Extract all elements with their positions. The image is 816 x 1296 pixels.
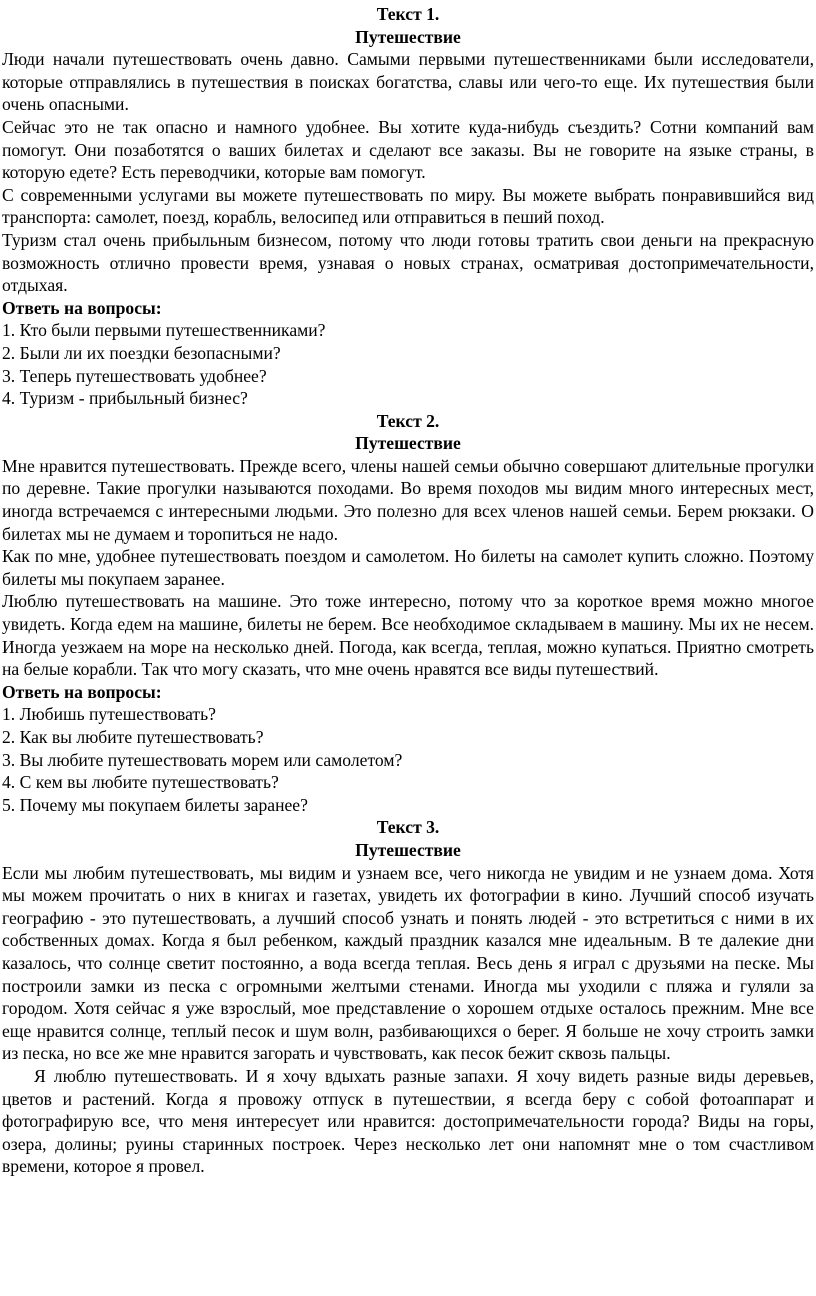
questions-heading: Ответь на вопросы: <box>2 297 162 318</box>
paragraph: Как по мне, удобнее путешествовать поездом и самолетом. Но билеты на самолет купить сложно. Поэтому билеты мы покупаем заранее. <box>2 546 814 589</box>
section-title: Путешествие <box>355 26 461 47</box>
paragraph: С современными услугами вы можете путешествовать по миру. Вы можете выбрать понравившийся вид транспорта: самолет, поезд, корабль, велосипед или отправиться в пеший поход. <box>2 184 814 228</box>
question-item: 4. Туризм - прибыльный бизнес? <box>2 388 248 409</box>
paragraph: Люди начали путешествовать очень давно. Самыми первыми путешественниками были исследователи, которые отправлялись в путешествия в поисках богатства, славы или чего-то еще. Их путешествия были очень опасными. <box>2 49 814 115</box>
question-item: 5. Почему мы покупаем билеты заранее? <box>2 794 308 815</box>
text-section-2 <box>2 410 814 817</box>
section-title: Путешествие <box>355 433 461 454</box>
question-item: 1. Любишь путешествовать? <box>2 704 216 725</box>
text-section-3 <box>2 816 814 1178</box>
section-number: Текст 3. <box>376 817 440 838</box>
paragraph: Если мы любим путешествовать, мы видим и узнаем все, чего никогда не увидим и не узнаем дома. Хотя мы можем прочитать о них в книгах и газетах, увидеть их фотографии в кино. Лучший способ изучать географию - это путешествовать, а лучший способ узнать и понять людей - это встретиться с ними в их собственных домах. Когда я был ребенком, каждый праздник казался мне идеальным. В те далекие дни казалось, что солнце светит постоянно, а вода всегда теплая. Весь день я играл с друзьями на песке. Мы построили замки из песка с огромными желтыми стенами. Иногда мы уходили с пляжа и гуляли за городом. Хотя сейчас я уже взрослый, мое представление о хорошем отдыхе осталось прежним. Мне все еще нравится солнце, теплый песок и шум волн, разбивающихся о берег. Я больше не хочу строить замки из песка, но все же мне нравится загорать и чувствовать, как песок бежит сквозь пальцы. <box>2 862 814 1064</box>
question-item: 3. Теперь путешествовать удобнее? <box>2 365 267 386</box>
paragraph: Люблю путешествовать на машине. Это тоже интересно, потому что за короткое время можно многое увидеть. Когда едем на машине, билеты не берем. Все необходимое складываем в машину. Мы их не несем. Иногда уезжаем на море на несколько дней. Погода, как всегда, теплая, можно купаться. Приятно смотреть на белые корабли. Так что могу сказать, что мне очень нравятся все виды путешествий. <box>2 591 814 680</box>
paragraph: Мне нравится путешествовать. Прежде всего, члены нашей семьи обычно совершают длительные прогулки по деревне. Такие прогулки называются походами. Во время походов мы видим много интересных мест, иногда встречаемся с интересными людьми. Это полезно для всех членов нашей семьи. Берем рюкзаки. О билетах мы не думаем и торопиться не надо. <box>2 455 814 544</box>
section-number: Текст 1. <box>376 4 440 24</box>
paragraph: Я люблю путешествовать. И я хочу вдыхать разные запахи. Я хочу видеть разные виды деревьев, цветов и растений. Когда я провожу отпуск в путешествии, я всегда беру с собой фотоаппарат и фотографирую все, что меня интересует или нравится: достопримечательности города? Виды на горы, озера, долины; руины старинных построек. Через несколько лет они напомнят мне о том счастливом времени, которое я провел. <box>2 1065 814 1177</box>
text-section-1 <box>2 3 814 410</box>
question-item: 2. Были ли их поездки безопасными? <box>2 342 281 363</box>
questions-heading: Ответь на вопросы: <box>2 681 162 702</box>
section-number: Текст 2. <box>376 410 440 431</box>
question-item: 2. Как вы любите путешествовать? <box>2 727 264 747</box>
section-title: Путешествие <box>355 839 461 860</box>
question-item: 4. С кем вы любите путешествовать? <box>2 772 279 793</box>
paragraph: Туризм стал очень прибыльным бизнесом, потому что люди готовы тратить свои деньги на прекрасную возможность отлично провести время, узнавая о новых странах, осматривая достопримечательности, отдыхая. <box>2 229 814 296</box>
paragraph: Сейчас это не так опасно и намного удобнее. Вы хотите куда-нибудь съездить? Сотни компаний вам помогут. Они позаботятся о ваших билетах и сделают все заказы. Вы не говорите на языке страны, в которую едете? Есть переводчики, которые вам помогут. <box>2 116 814 183</box>
question-item: 3. Вы любите путешествовать морем или самолетом? <box>2 749 403 770</box>
question-item: 1. Кто были первыми путешественниками? <box>2 320 326 341</box>
